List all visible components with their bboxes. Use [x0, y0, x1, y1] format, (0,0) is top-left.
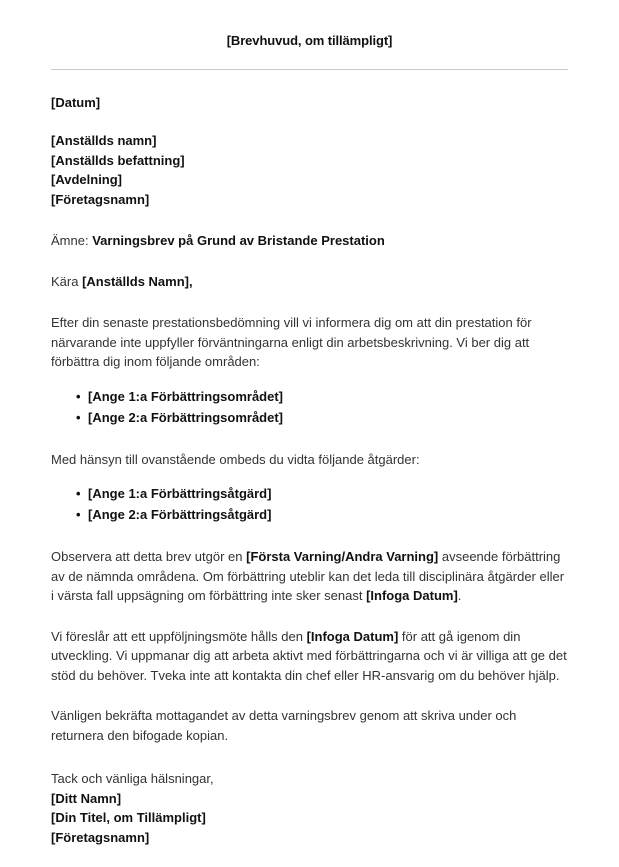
recipient-company: [Företagsnamn]	[51, 191, 150, 207]
letterhead: [Brevhuvud, om tillämpligt]	[226, 33, 393, 48]
warning-text-part-3: .	[457, 588, 462, 603]
recipient-department: [Avdelning]	[51, 172, 123, 187]
date-line: [Datum]	[51, 95, 101, 110]
list-item	[76, 386, 568, 407]
recipient-name: [Anställds namn]	[51, 133, 157, 148]
actions-intro-paragraph: Med hänsyn till ovanstående ombeds du vidta följande åtgärder:	[51, 451, 420, 467]
improvement-actions-list	[51, 483, 568, 525]
recipient-title: [Anställds befattning]	[51, 152, 185, 168]
improvement-area-2: [Ange 2:a Förbättringsområdet]	[88, 409, 284, 425]
improvement-area-1: [Ange 1:a Förbättringsområdet]	[88, 388, 284, 404]
followup-text-part-2: för att gå igenom din utveckling. Vi uppmanar dig att arbeta aktivt med förbättringarna och vi är villiga att ge det stöd du behöver. Tveka inte att kontakta din chef eller HR-ansvarig om du behöver hjälp.	[51, 628, 567, 683]
subject-value: Varningsbrev på Grund av Bristande Prestation	[92, 233, 385, 248]
signature-name: [Ditt Namn]	[51, 790, 122, 806]
followup-paragraph	[51, 627, 568, 686]
signature-company: [Företagsnamn]	[51, 829, 150, 845]
bullet-icon: •	[76, 486, 81, 501]
subject-line	[51, 231, 568, 250]
recipient-block	[51, 131, 568, 209]
improvement-areas-list	[51, 386, 568, 428]
header-divider	[51, 69, 568, 70]
followup-text-part-1: Vi föreslår att ett uppföljningsmöte hålls den	[51, 628, 307, 644]
confirmation-paragraph: Vänligen bekräfta mottagandet av detta varningsbrev genom att skriva under och returnera den bifogade kopian.	[51, 708, 517, 743]
warning-level-placeholder: [Första Varning/Andra Varning]	[246, 549, 439, 564]
signature-title: [Din Titel, om Tillämpligt]	[51, 810, 206, 825]
intro-paragraph: Efter din senaste prestationsbedömning vill vi informera dig om att din prestation för närvarande inte uppfyller förväntningarna enligt din arbetsbeskrivning. Vi ber dig att förbättra dig inom följande områden:	[51, 315, 532, 369]
followup-date-placeholder: [Infoga Datum]	[306, 628, 399, 644]
greeting-name: [Anställds Namn],	[82, 274, 193, 289]
improvement-action-1: [Ange 1:a Förbättringsåtgärd]	[88, 486, 272, 501]
warning-text-part-1: Observera att detta brev utgör en	[51, 549, 247, 564]
bullet-icon: •	[76, 507, 81, 522]
closing-line: Tack och vänliga hälsningar,	[51, 771, 214, 786]
improvement-action-2: [Ange 2:a Förbättringsåtgärd]	[88, 507, 272, 522]
list-item	[76, 504, 568, 525]
bullet-icon: •	[76, 388, 81, 404]
list-item	[76, 483, 568, 504]
warning-text-part-2: avseende förbättring av de nämnda områdena. Om förbättring uteblir kan det leda till disciplinära åtgärder eller i värsta fall uppsägning om förbättring inte sker senast	[51, 549, 565, 603]
subject-label: Ämne:	[51, 233, 89, 248]
list-item	[76, 407, 568, 428]
greeting-prefix: Kära	[51, 274, 79, 289]
warning-deadline-placeholder: [Infoga Datum]	[366, 588, 458, 603]
greeting-line	[51, 272, 568, 291]
bullet-icon: •	[76, 409, 81, 425]
warning-paragraph	[51, 547, 568, 606]
